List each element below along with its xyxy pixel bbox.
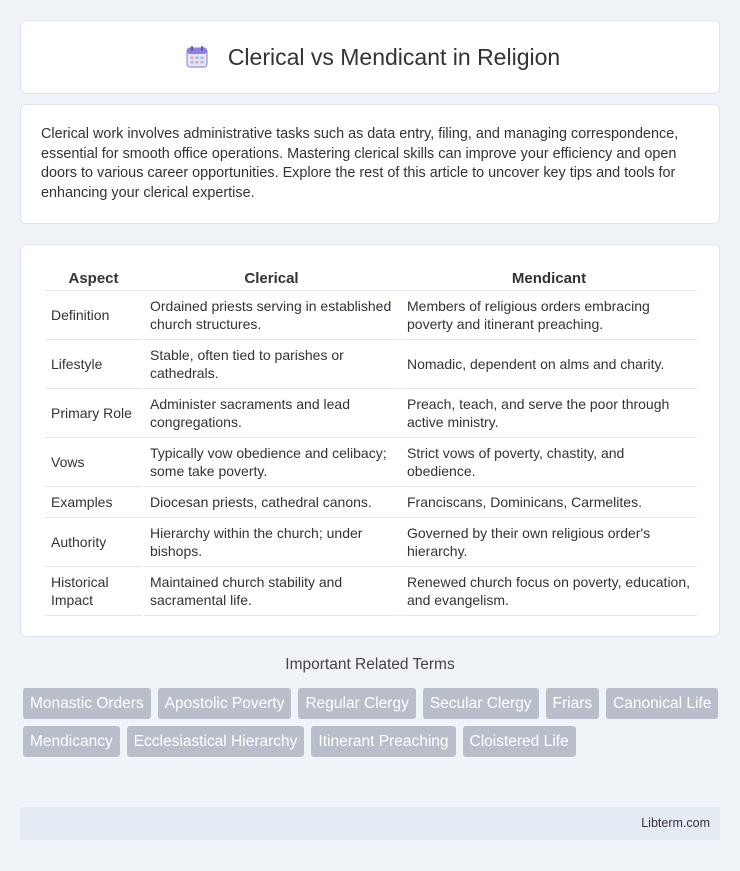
header-card (20, 20, 720, 94)
page-title: Clerical vs Mendicant in Religion (227, 43, 561, 70)
row-clerical: Typically vow obedience and celibacy; some take poverty. (144, 438, 399, 487)
header-clerical: Clerical (144, 267, 399, 291)
table-row (45, 389, 697, 438)
row-clerical: Maintained church stability and sacramental life. (144, 567, 399, 616)
row-mendicant: Members of religious orders embracing poverty and itinerant preaching. (401, 291, 697, 340)
footer (20, 807, 720, 840)
header-mendicant: Mendicant (401, 267, 697, 291)
intro-card (20, 104, 720, 224)
related-term-tag[interactable]: Secular Clergy (423, 688, 539, 719)
row-mendicant: Strict vows of poverty, chastity, and obedience. (401, 438, 697, 487)
row-aspect: Examples (45, 487, 142, 518)
row-clerical: Diocesan priests, cathedral canons. (144, 487, 399, 518)
row-clerical: Stable, often tied to parishes or cathedrals. (144, 340, 399, 389)
row-aspect: Lifestyle (45, 340, 142, 389)
table-row (45, 567, 697, 616)
related-term-tag[interactable]: Itinerant Preaching (311, 726, 455, 757)
row-clerical: Hierarchy within the church; under bishops. (144, 518, 399, 567)
row-aspect: Primary Role (45, 389, 142, 438)
row-mendicant: Nomadic, dependent on alms and charity. (401, 340, 697, 389)
related-terms-list (23, 688, 723, 757)
related-term-tag[interactable]: Mendicancy (23, 726, 120, 757)
row-mendicant: Governed by their own religious order's hierarchy. (401, 518, 697, 567)
related-terms-title: Important Related Terms (285, 656, 455, 673)
row-aspect: Historical Impact (45, 567, 142, 616)
row-mendicant: Franciscans, Dominicans, Carmelites. (401, 487, 697, 518)
header-aspect: Aspect (45, 267, 142, 291)
related-term-tag[interactable]: Regular Clergy (298, 688, 415, 719)
comparison-table (43, 267, 699, 616)
table-header-row (45, 267, 697, 291)
row-aspect: Vows (45, 438, 142, 487)
related-term-tag[interactable]: Cloistered Life (463, 726, 576, 757)
table-row (45, 487, 697, 518)
row-mendicant: Renewed church focus on poverty, education, and evangelism. (401, 567, 697, 616)
table-row (45, 438, 697, 487)
related-term-tag[interactable]: Monastic Orders (23, 688, 151, 719)
row-aspect: Definition (45, 291, 142, 340)
related-term-tag[interactable]: Friars (546, 688, 600, 719)
row-clerical: Ordained priests serving in established church structures. (144, 291, 399, 340)
calendar-icon (180, 40, 214, 74)
row-clerical: Administer sacraments and lead congregations. (144, 389, 399, 438)
related-term-tag[interactable]: Apostolic Poverty (158, 688, 292, 719)
table-row (45, 518, 697, 567)
comparison-table-card (20, 244, 720, 637)
row-mendicant: Preach, teach, and serve the poor through active ministry. (401, 389, 697, 438)
row-aspect: Authority (45, 518, 142, 567)
table-row (45, 291, 697, 340)
table-row (45, 340, 697, 389)
title-wrap (180, 40, 560, 74)
footer-site-link[interactable]: Libterm.com (641, 816, 710, 830)
related-term-tag[interactable]: Ecclesiastical Hierarchy (127, 726, 305, 757)
related-term-tag[interactable]: Canonical Life (606, 688, 718, 719)
intro-text: Clerical work involves administrative tasks such as data entry, filing, and managing correspondence, essential for smooth office operations. Mastering clerical skills can improve your efficiency and open doors to various career opportunities. Explore the rest of this article to uncover key tips and tools for enhancing your clerical expertise. (41, 126, 679, 201)
